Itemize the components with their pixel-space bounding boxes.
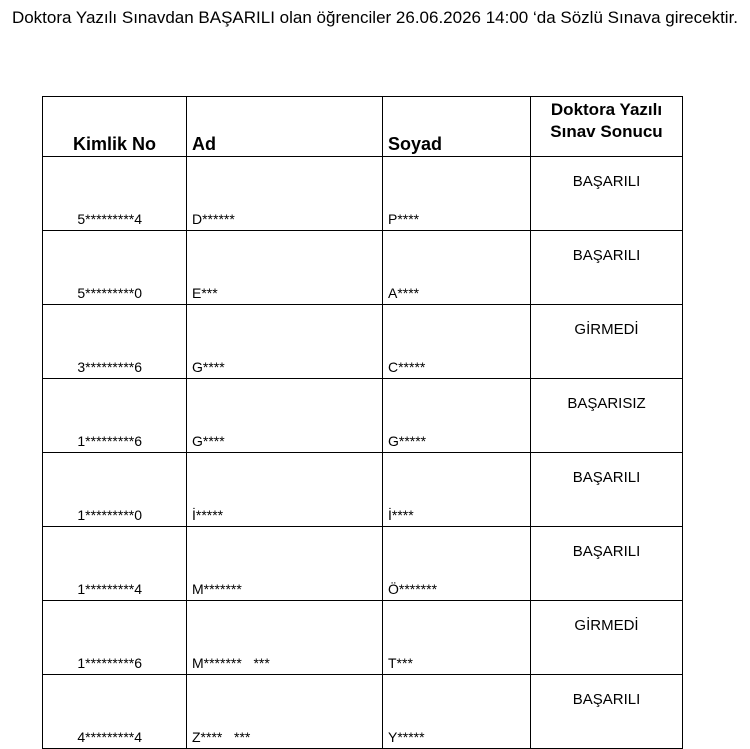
cell-soyad: Y***** bbox=[383, 675, 531, 749]
cell-kimlik-no: 1*********0 bbox=[43, 453, 187, 527]
cell-kimlik-no: 5*********0 bbox=[43, 231, 187, 305]
cell-sonuc: GİRMEDİ bbox=[531, 305, 683, 379]
table-row bbox=[43, 453, 683, 527]
results-table bbox=[42, 96, 683, 749]
cell-sonuc: BAŞARILI bbox=[531, 453, 683, 527]
cell-sonuc: BAŞARILI bbox=[531, 527, 683, 601]
cell-soyad: G***** bbox=[383, 379, 531, 453]
table-row bbox=[43, 379, 683, 453]
cell-ad: G**** bbox=[187, 379, 383, 453]
header-sonuc-line1: Doktora Yazılı bbox=[550, 100, 663, 119]
cell-kimlik-no: 1*********4 bbox=[43, 527, 187, 601]
table-row bbox=[43, 527, 683, 601]
cell-ad: E*** bbox=[187, 231, 383, 305]
header-kimlik-no: Kimlik No bbox=[43, 97, 187, 157]
table-row bbox=[43, 305, 683, 379]
cell-ad: M******* bbox=[187, 527, 383, 601]
cell-ad: İ***** bbox=[187, 453, 383, 527]
header-ad: Ad bbox=[187, 97, 383, 157]
document-title: Doktora Yazılı Sınavdan BAŞARILI olan öğrenciler 26.06.2026 14:00 ‘da Sözlü Sınava girecektir. bbox=[11, 8, 739, 27]
cell-soyad: T*** bbox=[383, 601, 531, 675]
cell-sonuc: BAŞARILI bbox=[531, 675, 683, 749]
cell-soyad: A**** bbox=[383, 231, 531, 305]
cell-kimlik-no: 1*********6 bbox=[43, 379, 187, 453]
cell-kimlik-no: 5*********4 bbox=[43, 157, 187, 231]
cell-ad: G**** bbox=[187, 305, 383, 379]
cell-ad: D****** bbox=[187, 157, 383, 231]
cell-soyad: Ö******* bbox=[383, 527, 531, 601]
cell-ad: Z**** *** bbox=[187, 675, 383, 749]
cell-ad: M******* *** bbox=[187, 601, 383, 675]
table-row bbox=[43, 157, 683, 231]
table-row bbox=[43, 675, 683, 749]
header-soyad: Soyad bbox=[383, 97, 531, 157]
header-sinav-sonucu bbox=[531, 97, 683, 157]
header-sonuc-line2: Sınav Sonucu bbox=[550, 122, 663, 141]
cell-sonuc: BAŞARILI bbox=[531, 157, 683, 231]
cell-kimlik-no: 4*********4 bbox=[43, 675, 187, 749]
cell-sonuc: BAŞARILI bbox=[531, 231, 683, 305]
cell-soyad: P**** bbox=[383, 157, 531, 231]
cell-sonuc: GİRMEDİ bbox=[531, 601, 683, 675]
cell-sonuc: BAŞARISIZ bbox=[531, 379, 683, 453]
cell-soyad: C***** bbox=[383, 305, 531, 379]
table-row bbox=[43, 601, 683, 675]
header-row bbox=[43, 97, 683, 157]
cell-kimlik-no: 1*********6 bbox=[43, 601, 187, 675]
cell-soyad: İ**** bbox=[383, 453, 531, 527]
cell-kimlik-no: 3*********6 bbox=[43, 305, 187, 379]
table-row bbox=[43, 231, 683, 305]
